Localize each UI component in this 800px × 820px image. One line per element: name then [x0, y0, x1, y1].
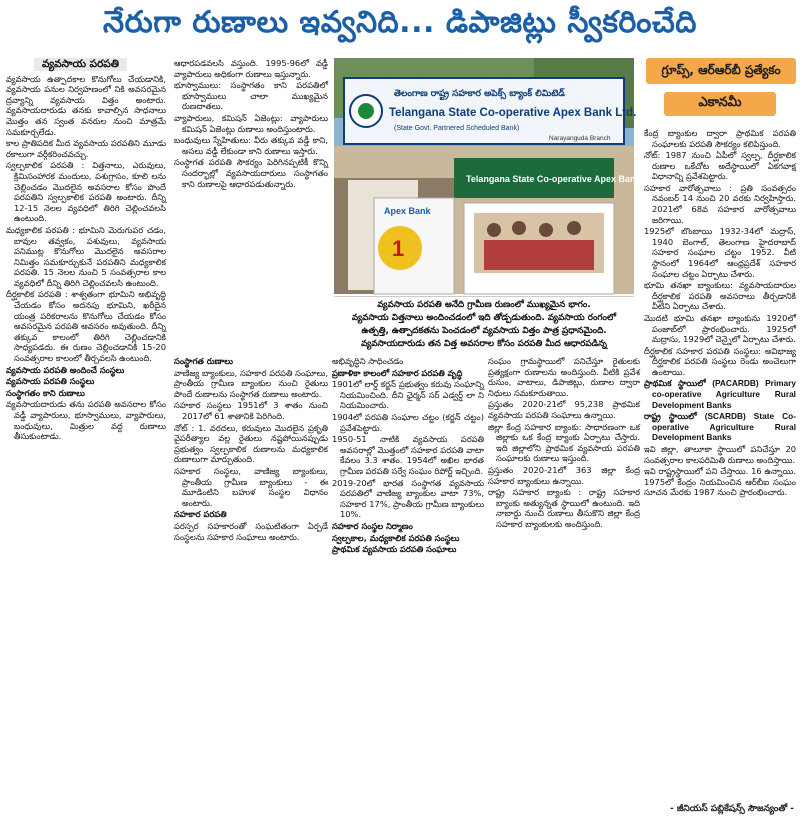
col1-medium-term: మధ్యకాలిక పరపతి : భూమిని మెరుగుపర చడం, బావుల తవ్వకం, పశువులు, వ్యవసాయ పనిముట్ల కొనుగోలు మొదలైన అవసరాల నిమిత్తం సమకూర్చుకునే పరపతిని మధ్యకాలిక పరపతి. 15 నెలల నుంచి 5 సంవత్సరాల కాల వ్యవధిలో దీన్ని తిరిగి చెల్లించవలసి ఉంటుంది.	[6, 224, 166, 288]
col1-short-term: స్వల్పకాలిక పరపతి : విత్తనాలు, ఎరువులు, క్రిమిసంహారక మందులు, పశుగ్రాసం, కూలి లను చెల్లించడం మొదలైన అవసరాల కోసం పొందే పరపతిని స్వల్పకాలిక పరపతి అంటారు. దీన్ని 12-15 నెలల వ్యవధిలో తిరిగి చెల్లించవలసి ఉంటుంది.	[6, 160, 166, 224]
page-headline: నేరుగా రుణాలు ఇవ్వనిది... డిపాజిట్లు స్వీకరించేది	[103, 5, 697, 40]
col3-2019: 2019-20లో భారత సంస్థాగత వ్యవసాయ పరపతిలో వాణిజ్య బ్యాంకుల వాటా 73%, సహకార 17%, ప్రాంతీయ గ్రామీణ బ్యాంకులు 10%.	[332, 477, 484, 520]
caption-line-2: వ్యవసాయ విత్తనాలు అందించడంలో ఇది తోడ్పడుతుంది. వ్యవసాయ రంగంలో	[351, 313, 617, 323]
col5-pacardb: ప్రాథమిక స్థాయిలో (PACARDB) Primary co-operative Agriculture Rural Development Banks	[644, 378, 796, 410]
col5-scardb: రాష్ట్ర స్థాయిలో (SCARDB) State Co-operative Agriculture Rural Development Banks	[644, 411, 796, 443]
section-title-agri-credit: వ్యవసాయ పరపతి	[34, 58, 127, 71]
caption-line-3: ఉత్పత్తి, ఉత్పాదకతను పెంచడంలో వ్యవసాయ విత్తం పాత్ర ప్రధానమైంది.	[361, 326, 607, 336]
bank-photo-illustration	[334, 58, 658, 294]
photo-banner2: Telangana State Co-operative Apex Bank Ltd	[466, 174, 658, 184]
column-non-institutional	[174, 58, 328, 354]
caption-line-4: వ్యవసాయదారుడు తన విత్త అవసరాల కోసం పరపతి మీద ఆధారపడిన్న	[361, 339, 607, 349]
col3-1901: 1901లో లార్డ్ కర్జన్ ప్రభుత్వం కరువు సంఘాన్ని నియమించింది. దీని ఛైర్మన్ సర్ ఎడ్వర్డ్ లా ని నియమించారు.	[332, 379, 484, 411]
col3-para-0: అభివృద్ధిని సాధించడం	[332, 356, 404, 366]
column-coop-banks	[488, 356, 640, 820]
caption-line-1: వ్యవసాయ పరపతి అనేది గ్రామీణ రుణంలో ముఖ్యమైన భాగం.	[377, 300, 591, 310]
photo-banner: Apex Bank	[384, 206, 431, 216]
svg-text:1: 1	[392, 236, 405, 261]
col5-top-para-1: కేంద్ర బ్యాంకుల ద్వారా ప్రాథమిక పరపతి సంఘాలకు పరపతి సౌకర్యం కలిపిస్తుంది.	[644, 128, 796, 149]
col3-subhead-planning: ప్రణాళికా కాలంలో సహకార పరపతి వృద్ధి	[332, 367, 463, 378]
photo-sign-sub: (State Govt. Partnered Scheduled Bank)	[394, 125, 520, 132]
col5-pacardb-detail: ఇవి జిల్లా, తాలూకా స్థాయిలో పనిచేస్తూ 20 సంవత్సరాల కాలపరిమితి రుణాలు అందిస్తాయి.	[644, 444, 796, 465]
col2b-para-1: వాణిజ్య బ్యాంకులు, సహకార పరపతి సంఘాలు, ప్రాంతీయ గ్రామీణ బ్యాంకుల నుంచి రైతులు పొందే రుణాలను సంస్థాగత రుణాలు అంటారు.	[174, 367, 328, 399]
col2-relatives: బంధువులు స్నేహితులు: వీరు తక్కువ వడ్డీ కాని, అసలు వడ్డీ లేకుండా కాని రుణాలు ఇస్తారు.	[174, 135, 328, 156]
col3-subhead-structure: సహకార సంస్థల నిర్మాణం	[332, 520, 413, 531]
col4-state-bank: రాష్ట్ర సహకార బ్యాంకు : రాష్ట్ర సహకార బ్యాంకు అత్యున్నత స్థాయిలో ఉంటుంది. ఇది నాబార్డు నుంచి రుణాలు తీసుకొని జిల్లా కేంద్ర సహకార బ్యాంకులకు అందిస్తుంది.	[488, 487, 640, 529]
col5-acts: 1925లో బొంబాయి 1932-34లో మద్రాస్, 1940 బెంగాల్, తెలంగాణ హైదరాబాద్ సహకార సంఘాల చట్టం 1952. వీటి స్థానంలో 1964లో ఆంధ్రప్రదేశ్ సహకార సంఘాల చట్టం ఏర్పాటు చేశారు.	[644, 226, 796, 279]
col1-subhead-noninstitutional: సంస్థాగతం కాని రుణాలు	[6, 387, 85, 398]
col2-para-5: సంస్థాగత పరపతి సౌకర్యం పెరిగినప్పటికీ కొన్ని సందర్భాల్లో వ్యవసాయదారులు సంస్థాగతం కాని రుణాలపై ఆధారపడుతున్నారు.	[174, 157, 328, 189]
column-agri-credit	[6, 58, 166, 820]
col1-subhead-agencies: వ్యవసాయ పరపతి సంస్థలు	[6, 376, 95, 387]
col2b-subhead-coop: సహకార పరపతి	[174, 509, 227, 520]
col5-coop-week: సహకార వారోత్సవాలు : ప్రతి సంవత్సరం నవంబర్ 14 నుంచి 20 వరకు నిర్వహిస్తారు. 2021లో 68వ సహకార వారోత్సవాలు జరిగాయి.	[644, 182, 796, 225]
col2b-para-2: సహకార సంస్థలు 1951లో 3 శాతం నుంచి 2017లో 61 శాతానికి పెరిగింది.	[174, 400, 328, 421]
col5-long-term-coop: దీర్ఘకాలిక సహకార పరపతి సంస్థలు: అవిభాజ్య దీర్ఘకాలిక పరపతి సంస్థలు రెండు అంచెలుగా ఉంటాయి.	[644, 345, 796, 377]
col4-para-pacs: సంఘం గ్రామస్థాయిలో పనిచేస్తూ రైతులకు ప్రత్యక్షంగా రుణాలను అందిస్తుంది. వీటికి ప్రవేశ రుసుం, వాటాలు, డిపాజిట్లు, రుణాల ద్వారా నిధులు సమకూరుతాయి.	[488, 356, 640, 398]
column-right	[644, 150, 796, 798]
col1-long-term: దీర్ఘకాలిక పరపతి : శాశ్వతంగా భూమిని అభివృద్ధి చేయడం కోసం అదనపు భూమిని, ఖరీదైన యంత్ర పరికరాలను కొనుగోలు చేయడం కోసం అవసరమైన పరపతి అవసరం అవుతుంది. దీన్ని తక్కువ కాలంలో తిరిగి చెల్లించడానికి సాధ్యపడదు. ఈ రుణం చెల్లించడానికి 15-20 సంవత్సరాల కాలంలో తీర్చవలసి ఉంటుంది.	[6, 289, 166, 364]
col2-landlords: భూస్వాములు: సంస్థాగతం కాని పరపతిలో భూస్వాములు చాలా ముఖ్యమైన రుణదాతలు.	[174, 80, 328, 112]
col2b-note: నోట్ : 1. వరదలు, కరువులు మొదలైన ప్రకృతి వైపరీత్యాల వల్ల రైతులు నష్టపోయినప్పుడు ప్రభుత్వం స్వల్పకాలిక రుణాలను మధ్యకాలిక రుణాలుగా మార్చుతుంది.	[174, 422, 328, 465]
column-institutional	[174, 356, 328, 820]
col1-para-intro: వ్యవసాయ ఉత్పాదకాల కొనుగోలు చేయడానికి, వ్యవసాయ పనుల నిర్వహణంలో నికి అవసరమైన ద్రవ్యాన్ని వ్యవసాయ విత్తం అంటారు. వ్యవసాయదారుడు తనకు కావాల్సిన సాధనాలు మొత్తం తన స్వంత వనరుల నుంచి మాత్రమే సమకూర్చలేడు.	[6, 73, 166, 137]
photo-sign-telugu: తెలంగాణ రాష్ట్ర సహకార అపెక్స్ బ్యాంక్ లిమిటెడ్	[394, 89, 565, 99]
col3-subhead-short-medium: స్వల్పకాల, మధ్యకాలిక పరపతి సంస్థలు	[332, 532, 460, 543]
col5-scardb-detail: ఇవి రాష్ట్రస్థాయిలో పని చేస్తాయి. 16 ఉన్నాయి. 1975లో కేంద్రం నియమించిన ఆర్‌బీఐ సంఘం సూచన మేరకు 1987 నుంచి ప్రారంభించారు.	[644, 466, 796, 498]
col2-traders: వ్యాపారులు, కమిషన్ ఏజెంట్లు: వ్యాపారులు కమిషన్ ఏజెంట్లు రుణాలు అందిస్తుంటారు.	[174, 112, 328, 134]
photo-sign-english: Telangana State Co-operative Apex Bank Ltd.	[389, 107, 637, 119]
col3-1950: 1950-51 నాటికి వ్యవసాయ పరపతి అవసరాల్లో మొత్తంలో సహకార పరపతి వాటా కేవలం 3.3 శాతం. 1954లో అఖిల భారత గ్రామీణ పరపతి సర్వే సంఘం రిపోర్ట్ ఇచ్చింది.	[332, 434, 484, 476]
photo-branch: Narayanguda Branch	[549, 135, 611, 142]
col4-dccb-count: ప్రస్తుతం 2020-21లో 363 జిల్లా కేంద్ర సహకార బ్యాంకులు ఉన్నాయి.	[488, 464, 640, 486]
col1-para-classification: కాల ప్రాతిపదిక మీద వ్యవసాయ పరపతిని మూడు రకాలుగా వర్గీకరించవచ్చు.	[6, 138, 166, 159]
col5-note-1987: నోట్: 1987 నుంచి ఏపీలో స్వల్ప, దీర్ఘకాలిక రుణాల ఒకేచోట అదేస్థాయిలో ఏకగవాక్ష విధానాన్ని ప్రవేశపెట్టారు.	[644, 150, 796, 182]
col3-subhead-pacs: ప్రాథమిక వ్యవసాయ పరపతి సంఘాలు	[332, 544, 457, 555]
col1-moneylenders: వ్యవసాయదారుడు తను పరపతి అవసరాల కోసం వడ్డీ వ్యాపారులు, భూస్వాములు, వ్యాపారులు, బంధువులు, మిత్రుల వద్ద రుణాలు తీసుకుంటాడు.	[6, 399, 166, 442]
bank-photo	[334, 58, 658, 294]
col4-para-pacs-count: ప్రస్తుతం 2020-21లో 95,238 ప్రాథమిక వ్యవసాయ పరపతి సంఘాలు ఉన్నాయి.	[488, 399, 640, 420]
col5-land-mortgage: భూమి తనఖా బ్యాంకులు: వ్యవసాయదారుల దీర్ఘకాలిక పరపతి అవసరాలు తీర్చడానికి వీటిని ఏర్పాటు చేశారు.	[644, 280, 796, 312]
badge-economy: ఎకానమీ	[664, 92, 776, 116]
badge-groups-rrb: గ్రూప్స్, ఆర్‌ఆర్‌బీ ప్రత్యేకం	[646, 58, 796, 84]
footer-credit: - జీనియస్ పబ్లికేషన్స్ సౌజన్యంతో -	[669, 804, 794, 814]
col4-dccb: జిల్లా కేంద్ర సహకార బ్యాంకు: సాధారణంగా ఒక జిల్లాకు ఒక కేంద్ర బ్యాంకు ఏర్పాటు చేస్తారు. ఇది జిల్లాలోని ప్రాథమిక వ్యవసాయ పరపతి సంఘాలకు రుణాలు ఇస్తుంది.	[488, 421, 640, 464]
col2b-para-coop: పరస్పర సహకారంతో సంఘటితంగా ఏర్పడే సంస్థలను సహకార సంఘాలు అంటారు.	[174, 520, 328, 542]
col2-para-1: ఆధారపడవలసి వస్తుంది. 1995-96లో వడ్డీ వ్యాపారులు అధికంగా రుణాలు ఇస్తున్నారు.	[174, 58, 328, 79]
col1-subhead-institutions: వ్యవసాయ పరపతి అందించే సంస్థలు	[6, 364, 125, 375]
column-coop-history	[332, 356, 484, 820]
photo-caption	[334, 296, 634, 352]
col3-1904: 1904లో పరపతి సంఘాల చట్టం (కర్జన్ చట్టం) ప్రవేశపెట్టారు.	[332, 411, 484, 433]
col2b-subhead-institutional: సంస్థాగత రుణాలు	[174, 356, 233, 366]
col5-first-lmb: మొదటి భూమి తనఖా బ్యాంకును 1920లో పంజాబ్‌లో ప్రారంభించారు. 1925లో మద్రాసు, 1929లో చెన్నైలో ఏర్పాటు చేశారు.	[644, 312, 796, 345]
col2b-multiagency: సహకార సంస్థలు, వాణిజ్య బ్యాంకులు, ప్రాంతీయ గ్రామీణ బ్యాంకులు - ఈ మూడింటిని బహుళ సంస్థల విధానం అంటారు.	[174, 465, 328, 508]
